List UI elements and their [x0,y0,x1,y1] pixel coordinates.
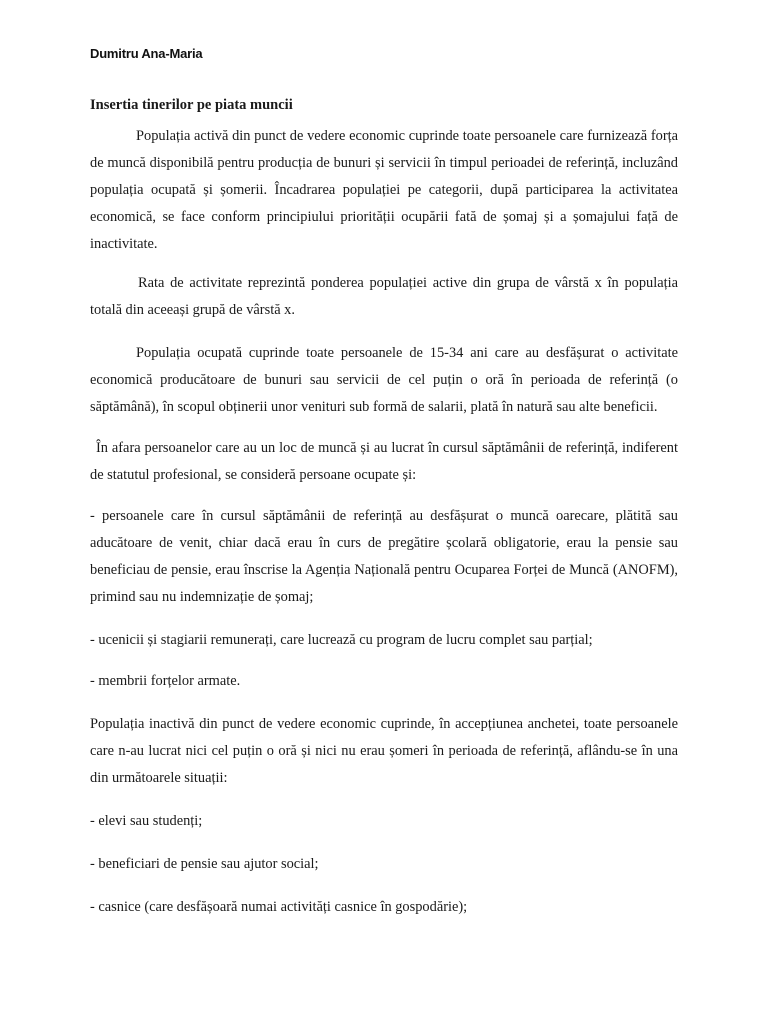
document-body [90,92,678,921]
paragraph-employed-population: Populația ocupată cuprinde toate persoanele de 15-34 ani care au desfășurat o activitate economică producătoare de bunuri sau servicii de cel puțin o oră în perioada de referință (o săptămână), în scopul obținerii unor venituri sub formă de salarii, plată în natură sau alte beneficii. [90,345,678,415]
list-item-students: - elevi sau studenți; [90,813,203,829]
paragraph-inactive-population: Populația inactivă din punct de vedere economic cuprinde, în accepțiunea anchetei, toate persoanele care n-au lucrat nici cel puțin o oră și nici nu erau șomeri în perioada de referință, aflându-se în una din următoarele situații: [90,716,678,786]
paragraph-activity-rate: Rata de activitate reprezintă ponderea populației active din grupa de vârstă x în populația totală din aceeași grupă de vârstă x. [90,275,678,318]
paragraph-active-population: Populația activă din punct de vedere economic cuprinde toate persoanele care furnizează forța de muncă disponibilă pentru producția de bunuri și servicii în timpul perioadei de referință, incluzând populația ocupată și șomerii. Încadrarea populației pe categorii, după participarea la activitatea economică, se face conform principiului priorității ocupării fată de șomaj și a șomajului față de inactivitate. [90,128,678,252]
paragraph-other-employed: În afara persoanelor care au un loc de muncă și au lucrat în cursul săptămânii de referință, indiferent de statutul profesional, se consideră persoane ocupate și: [90,440,678,483]
list-item-working-persons: - persoanele care în cursul săptămânii de referință au desfășurat o muncă oarecare, plătită sau aducătoare de venit, chiar dacă erau în curs de pregătire școlară obligatorie, erau la pensie sau beneficiau de pensie, erau înscrise la Agenția Națională pentru Ocuparea Forței de Muncă (ANOFM), primind sau nu indemnizație de șomaj; [90,508,678,605]
list-item-pensioners: - beneficiari de pensie sau ajutor social; [90,856,319,872]
document-title: Insertia tinerilor pe piata muncii [90,97,293,113]
list-item-housekeepers: - casnice (care desfășoară numai activități casnice în gospodărie); [90,899,468,915]
author-name: Dumitru Ana-Maria [90,46,203,61]
list-item-apprentices: - ucenicii și stagiarii remunerați, care lucrează cu program de lucru complet sau parțial; [90,632,593,648]
list-item-armed-forces: - membrii forțelor armate. [90,673,241,689]
